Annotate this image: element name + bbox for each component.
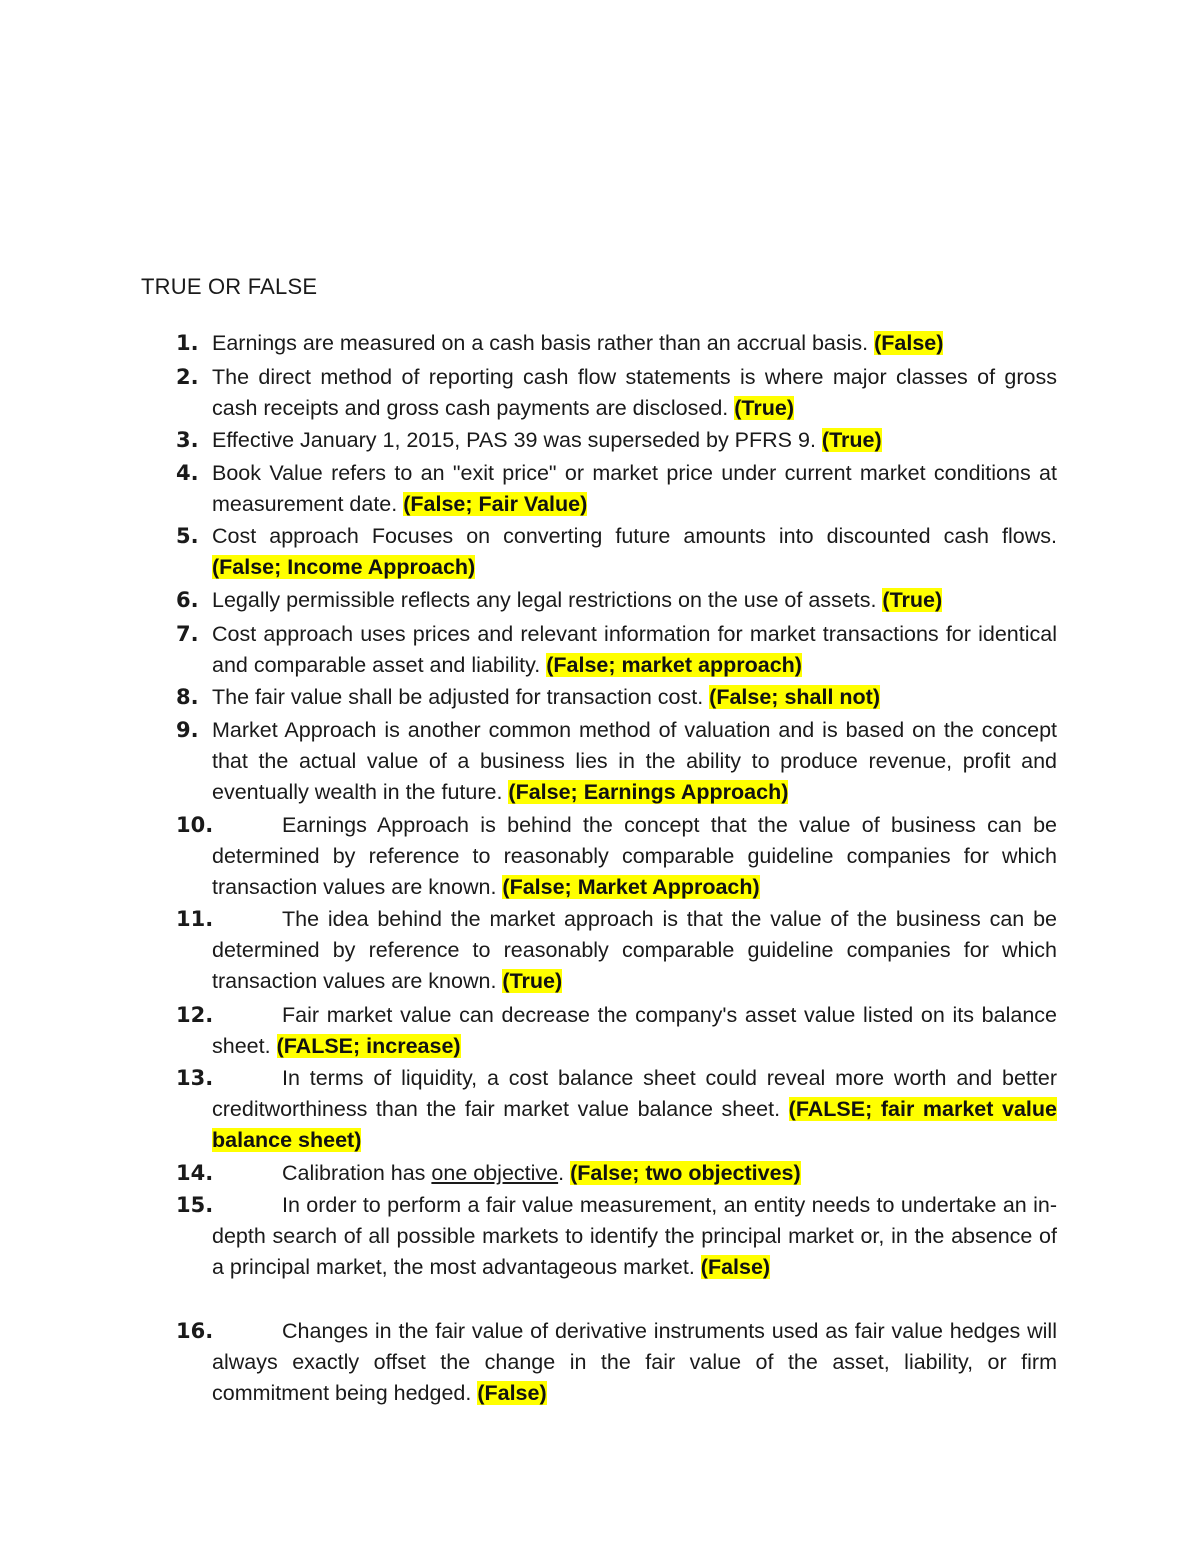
item-text: Earnings Approach is behind the concept that the value of business can be determined by reference to reasonably comparable guideline companies for which transaction values are known. (212, 813, 1057, 899)
list-item (212, 715, 1057, 808)
answer-highlight: (False; market approach) (546, 653, 802, 677)
answer-highlight: (True) (882, 588, 943, 612)
item-text: Legally permissible reflects any legal restrictions on the use of assets. (212, 588, 877, 612)
item-number: 9. (176, 718, 199, 742)
item-number: 12. (176, 1003, 214, 1027)
item-text: The fair value shall be adjusted for transaction cost. (212, 685, 704, 709)
item-number: 4. (176, 461, 199, 485)
item-text-end: . (558, 1161, 565, 1185)
list-item (212, 458, 1057, 520)
answer-highlight: (False) (700, 1255, 771, 1279)
answer-highlight: (FALSE; fair market value balance sheet) (212, 1097, 1057, 1152)
answer-highlight: (False; two objectives) (570, 1161, 801, 1185)
item-text: Cost approach Focuses on converting future amounts into discounted cash flows. (212, 524, 1057, 548)
underlined-text: one objective (431, 1161, 559, 1185)
answer-highlight: (False; Earnings Approach) (508, 780, 789, 804)
item-number: 6. (176, 588, 199, 612)
item-text: Calibration has (282, 1161, 426, 1185)
item-number: 5. (176, 524, 199, 548)
list-item (212, 521, 1057, 583)
item-number: 1. (176, 331, 199, 355)
answer-highlight: (FALSE; increase) (276, 1034, 461, 1058)
answer-highlight: (False; shall not) (709, 685, 880, 709)
item-number: 3. (176, 428, 199, 452)
item-text: Earnings are measured on a cash basis rather than an accrual basis. (212, 331, 869, 355)
item-text: Fair market value can decrease the company's asset value listed on its balance sheet. (212, 1003, 1057, 1058)
answer-highlight: (False) (477, 1381, 547, 1405)
item-number: 11. (176, 907, 214, 931)
answer-highlight: (False; Fair Value) (403, 492, 588, 516)
item-text: In order to perform a fair value measurement, an entity needs to undertake an in-depth search of all possible markets to identify the principal market or, in the absence of a principal market, the most advantageous market. (212, 1193, 1057, 1279)
item-number: 2. (176, 365, 199, 389)
list-item (212, 1190, 1057, 1283)
list-item (212, 619, 1057, 681)
item-number: 15. (176, 1193, 214, 1217)
list-item (212, 328, 1057, 359)
list-item (212, 682, 1057, 713)
item-text: The direct method of reporting cash flow statements is where major classes of gross cash receipts and gross cash payments are disclosed. (212, 365, 1057, 420)
item-number: 8. (176, 685, 199, 709)
item-text: Book Value refers to an "exit price" or market price under current market conditions at measurement date. (212, 461, 1057, 516)
item-number: 10. (176, 813, 214, 837)
item-number: 14. (176, 1161, 214, 1185)
list-item (212, 585, 1057, 616)
item-text: Market Approach is another common method of valuation and is based on the concept that the actual value of a business lies in the ability to produce revenue, profit and eventually wealth in the future. (212, 718, 1057, 804)
item-text: Effective January 1, 2015, PAS 39 was superseded by PFRS 9. (212, 428, 816, 452)
list-item (212, 425, 1057, 456)
item-text: Changes in the fair value of derivative instruments used as fair value hedges will always exactly offset the change in the fair value of the asset, liability, or firm commitment being hedged. (212, 1319, 1057, 1405)
answer-highlight: (True) (502, 969, 563, 993)
page-title: TRUE OR FALSE (141, 274, 318, 299)
item-number: 7. (176, 622, 199, 646)
list-item (212, 904, 1057, 997)
item-text: Cost approach uses prices and relevant information for market transactions for identical and comparable asset and liability. (212, 622, 1057, 677)
item-text: The idea behind the market approach is that the value of the business can be determined by reference to reasonably comparable guideline companies for which transaction values are known. (212, 907, 1057, 993)
answer-highlight: (True) (734, 396, 794, 420)
item-text: In terms of liquidity, a cost balance sheet could reveal more worth and better creditworthiness than the fair market value balance sheet. (212, 1066, 1057, 1121)
list-item (212, 1158, 1057, 1189)
answer-highlight: (False; Income Approach) (212, 555, 476, 579)
answer-highlight: (True) (821, 428, 882, 452)
list-item (212, 1063, 1057, 1156)
answer-highlight: (False; Market Approach) (502, 875, 760, 899)
list-item (212, 362, 1057, 424)
list-item (212, 1000, 1057, 1062)
list-item (212, 1316, 1057, 1409)
answer-highlight: (False) (874, 331, 944, 355)
item-number: 13. (176, 1066, 214, 1090)
item-number: 16. (176, 1319, 214, 1343)
list-item (212, 810, 1057, 903)
